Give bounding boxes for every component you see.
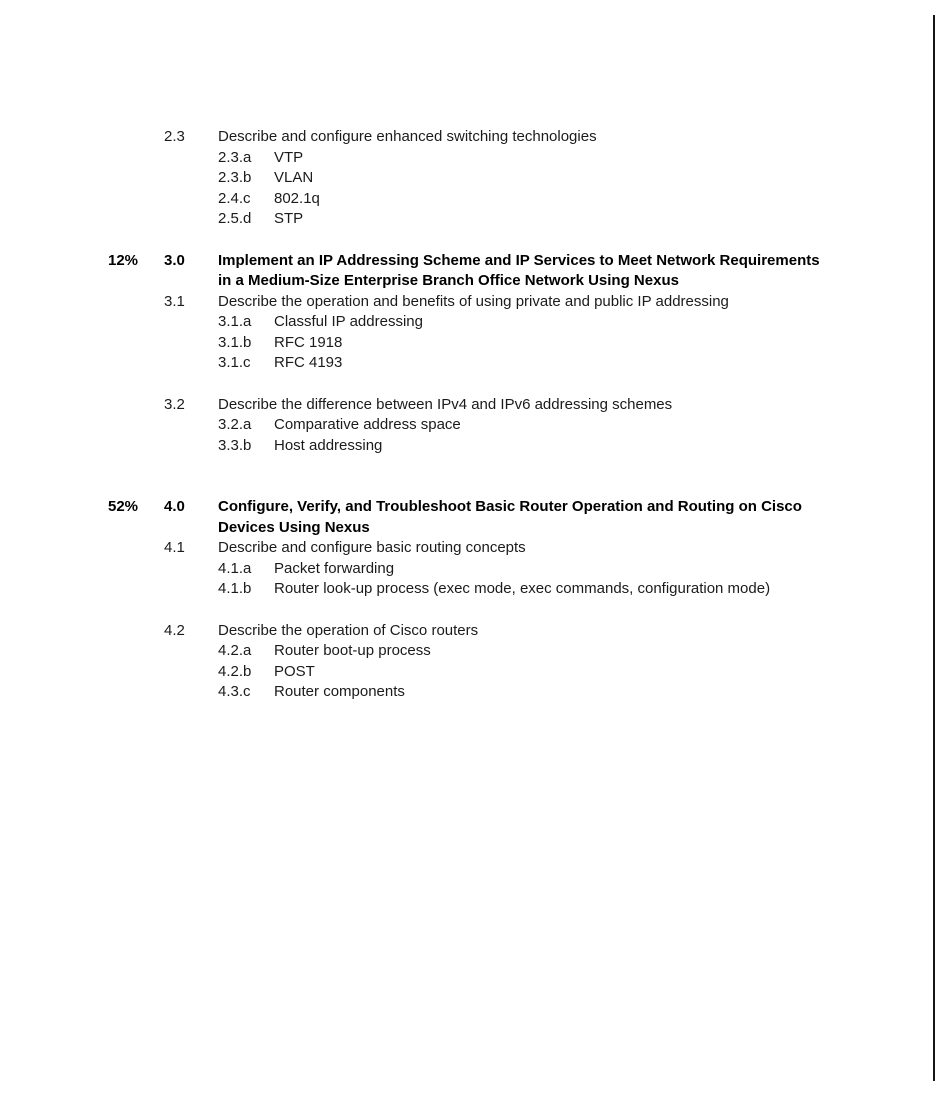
topic-row	[0, 415, 936, 436]
topic-row	[0, 641, 936, 662]
topic-row	[0, 662, 936, 683]
section-row	[0, 538, 936, 559]
topic-number: 4.2.a	[218, 642, 252, 659]
section-title-line: Implement an IP Addressing Scheme and IP Services to Meet Network Requirements	[218, 251, 820, 269]
section-row	[0, 127, 936, 148]
section-title	[218, 395, 936, 416]
section-row	[0, 395, 936, 416]
exam-weight	[108, 292, 164, 313]
section-row	[0, 251, 936, 292]
section-title	[218, 127, 936, 148]
topic-row	[0, 333, 936, 354]
topic-row	[0, 189, 936, 210]
topic-label: STP	[274, 210, 304, 227]
section-number: 3.0	[164, 251, 185, 269]
topic-number: 3.1.b	[218, 333, 252, 351]
exam-weight: 52%	[108, 498, 139, 515]
exam-weight	[108, 538, 164, 559]
topic-label: Router look-up process (exec mode, exec commands, configuration mode)	[274, 580, 771, 597]
section-row	[0, 497, 936, 538]
topic-label: Host addressing	[274, 436, 383, 454]
topic-label: RFC 1918	[274, 333, 343, 351]
exam-topics-list	[0, 127, 936, 703]
exam-weight	[108, 395, 164, 416]
section-title-line: Devices Using Nexus	[218, 518, 370, 536]
topic-number: 3.2.a	[218, 416, 252, 433]
topic-label: POST	[274, 662, 315, 680]
exam-weight	[108, 621, 164, 642]
section-row	[0, 292, 936, 313]
topic-row	[0, 209, 936, 230]
section-title-line: Describe the difference between IPv4 and IPv6 addressing schemes	[218, 395, 673, 413]
topic-number: 4.2.b	[218, 662, 252, 680]
exam-weight	[108, 127, 164, 148]
topic-number: 2.5.d	[218, 210, 252, 227]
section-number: 3.2	[164, 395, 185, 413]
topic-label: Packet forwarding	[274, 559, 395, 577]
topic-row	[0, 148, 936, 169]
section-title	[218, 251, 936, 292]
topic-row	[0, 353, 936, 374]
section-number: 4.0	[164, 498, 185, 515]
topic-label: 802.1q	[274, 189, 320, 207]
section-block-2-3	[0, 127, 936, 230]
topic-label: Router boot-up process	[274, 642, 431, 659]
topic-label: RFC 4193	[274, 354, 343, 371]
section-block-4-0	[0, 497, 936, 538]
section-number: 4.2	[164, 621, 185, 639]
section-title-line: Describe the operation of Cisco routers	[218, 621, 479, 639]
topic-number: 4.3.c	[218, 683, 251, 700]
topic-row	[0, 312, 936, 333]
section-title	[218, 621, 936, 642]
topic-number: 3.3.b	[218, 436, 252, 454]
section-title-line: in a Medium-Size Enterprise Branch Office Network Using Nexus	[218, 272, 679, 289]
topic-number: 2.4.c	[218, 189, 251, 207]
topic-number: 2.3.a	[218, 148, 252, 166]
section-title-line: Configure, Verify, and Troubleshoot Basic Router Operation and Routing on Cisco	[218, 498, 802, 515]
topic-label: Comparative address space	[274, 416, 461, 433]
topic-row	[0, 168, 936, 189]
topic-row	[0, 579, 936, 600]
topic-number: 4.1.b	[218, 580, 252, 597]
topic-label: Router components	[274, 683, 405, 700]
section-title	[218, 292, 936, 313]
topic-row	[0, 682, 936, 703]
section-number: 4.1	[164, 539, 185, 556]
topic-number: 3.1.a	[218, 313, 252, 330]
section-row	[0, 621, 936, 642]
section-title-line: Describe and configure basic routing concepts	[218, 539, 526, 556]
section-title-line: Describe and configure enhanced switching technologies	[218, 128, 597, 145]
topic-number: 3.1.c	[218, 354, 251, 371]
section-block-3-2	[0, 395, 936, 457]
section-block-4-1	[0, 538, 936, 600]
section-title	[218, 497, 936, 538]
section-number: 2.3	[164, 128, 185, 145]
topic-row	[0, 559, 936, 580]
section-number: 3.1	[164, 292, 185, 310]
section-title-line: Describe the operation and benefits of using private and public IP addressing	[218, 292, 729, 310]
topic-row	[0, 436, 936, 457]
topic-label: VTP	[274, 148, 304, 166]
topic-label: Classful IP addressing	[274, 313, 423, 330]
exam-weight: 12%	[108, 251, 139, 269]
section-title	[218, 538, 936, 559]
page-scan-edge	[933, 15, 935, 1081]
section-block-3-1	[0, 292, 936, 374]
section-block-4-2	[0, 621, 936, 703]
topic-label: VLAN	[274, 169, 314, 186]
topic-number: 2.3.b	[218, 169, 252, 186]
topic-number: 4.1.a	[218, 559, 252, 577]
section-block-3-0	[0, 251, 936, 292]
